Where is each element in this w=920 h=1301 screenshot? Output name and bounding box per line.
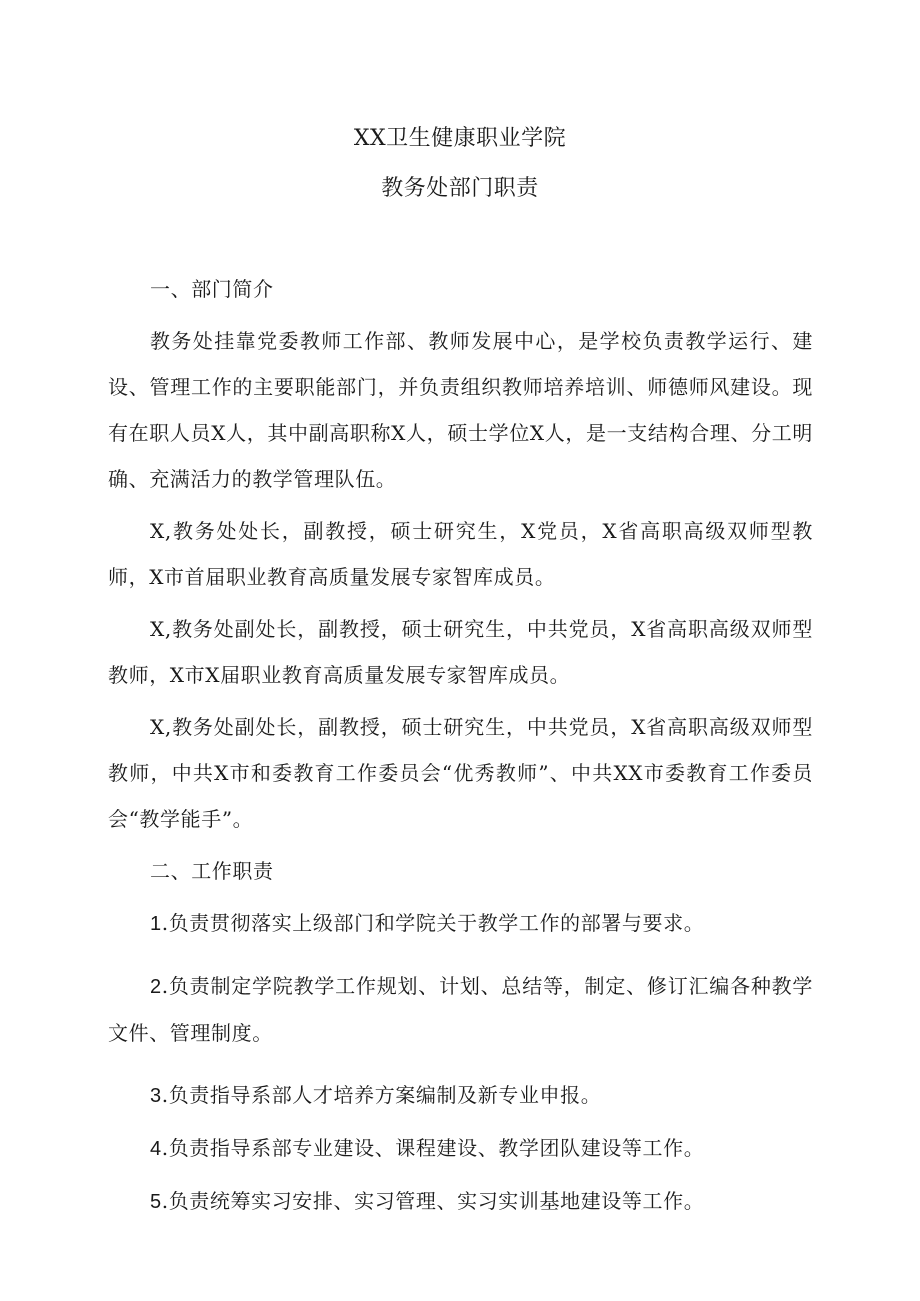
duty-item <box>108 900 813 947</box>
intro-paragraph: 教务处挂靠党委教师工作部、教师发展中心，是学校负责教学运行、建设、管理工作的主要职能部门，并负责组织教师培养培训、师德师风建设。现有在职人员X人，其中副高职称X人，硕士学位X人，是一支结构合理、分工明确、充满活力的教学管理队伍。 <box>108 329 813 491</box>
section-heading-duties: 二、工作职责 <box>150 859 274 883</box>
staff-paragraph: X,教务处副处长，副教授，硕士研究生，中共党员，X省高职高级双师型教师，X市X届职业教育高质量发展专家智库成员。 <box>108 617 813 687</box>
staff-paragraph: X,教务处副处长，副教授，硕士研究生，中共党员，X省高职高级双师型教师，中共X市和委教育工作委员会“优秀教师”、中共XX市委教育工作委员会“教学能手”。 <box>108 715 813 831</box>
document-title: XX卫生健康职业学院 <box>353 126 567 151</box>
duty-number: 1 <box>150 913 162 935</box>
duty-item <box>108 1125 813 1172</box>
duty-number: 4 <box>150 1138 162 1160</box>
section-heading-intro: 一、部门简介 <box>150 277 274 301</box>
duty-number: 3 <box>150 1085 162 1107</box>
duty-text: .负责制定学院教学工作规划、计划、总结等，制定、修订汇编各种教学文件、管理制度。 <box>108 974 813 1045</box>
duty-number: 2 <box>150 976 162 998</box>
duty-text: .负责指导系部人才培养方案编制及新专业申报。 <box>161 1083 602 1107</box>
document-subtitle: 教务处部门职责 <box>381 176 539 201</box>
duty-text: .负责指导系部专业建设、课程建设、教学团队建设等工作。 <box>161 1136 705 1160</box>
staff-paragraph: X,教务处处长，副教授，硕士研究生，X党员，X省高职高级双师型教师，X市首届职业教育高质量发展专家智库成员。 <box>108 519 813 589</box>
duty-text: .负责贯彻落实上级部门和学院关于教学工作的部署与要求。 <box>161 911 705 935</box>
duty-text: .负责统筹实习安排、实习管理、实习实训基地建设等工作。 <box>161 1189 705 1213</box>
duty-item <box>108 963 813 1056</box>
duty-item <box>108 1072 813 1119</box>
duty-number: 5 <box>150 1191 162 1213</box>
document-body <box>108 266 813 1231</box>
duty-item <box>108 1178 813 1225</box>
